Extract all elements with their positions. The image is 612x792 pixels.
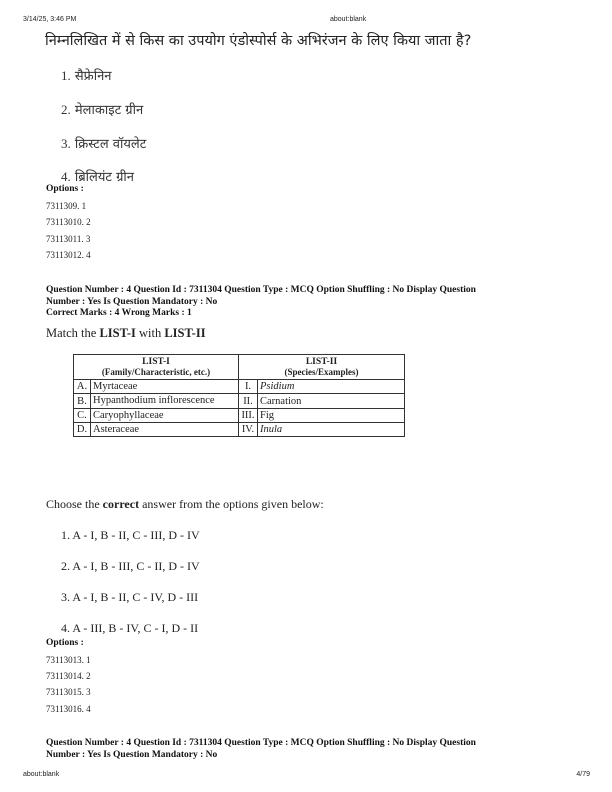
question-meta: Question Number : 4 Question Id : 7311304 Question Type : MCQ Option Shuffling : No Display Question Number : Yes Is Question Mandatory : No xyxy=(46,738,476,760)
option-id: 73113014. 2 xyxy=(46,671,91,681)
option-hindi-1: 1. सैफ्रेनिन xyxy=(61,68,112,84)
options-label: Options : xyxy=(46,638,84,648)
answer-option-3: 3. A - I, B - II, C - IV, D - III xyxy=(61,590,199,604)
option-id: 73113016. 4 xyxy=(46,704,91,714)
option-id: 7311309. 1 xyxy=(46,201,87,211)
match-table xyxy=(73,354,405,437)
option-hindi-4: 4. ब्रिलियंट ग्रीन xyxy=(61,169,134,185)
option-id: 73113013. 1 xyxy=(46,655,91,665)
option-id: 73113012. 4 xyxy=(46,250,91,260)
table-row: D. Asteraceae IV. Inula xyxy=(74,423,405,437)
option-id: 73113011. 3 xyxy=(46,234,91,244)
option-hindi-3: 3. क्रिस्टल वॉयलेट xyxy=(61,136,147,152)
option-id: 73113010. 2 xyxy=(46,217,91,227)
answer-option-1: 1. A - I, B - II, C - III, D - IV xyxy=(61,528,200,542)
print-url: about:blank xyxy=(330,16,367,23)
list2-header: LIST-II (Species/Examples) xyxy=(239,355,405,380)
option-id: 73113015. 3 xyxy=(46,687,91,697)
match-instruction: Match the LIST-I with LIST-II xyxy=(46,326,206,340)
options-label: Options : xyxy=(46,184,84,194)
page-number: 4/79 xyxy=(576,771,590,778)
print-datetime: 3/14/25, 3:46 PM xyxy=(23,16,77,23)
table-row: B. Hypanthodium inflorescence II. Carnation xyxy=(74,394,405,409)
answer-option-4: 4. A - III, B - IV, C - I, D - II xyxy=(61,621,199,635)
answer-option-2: 2. A - I, B - III, C - II, D - IV xyxy=(61,559,200,573)
option-hindi-2: 2. मेलाकाइट ग्रीन xyxy=(61,102,144,118)
table-row: A. Myrtaceae I. Psidium xyxy=(74,380,405,394)
marks-line: Correct Marks : 4 Wrong Marks : 1 xyxy=(46,308,192,318)
print-footer-url: about:blank xyxy=(23,771,60,778)
choose-instruction: Choose the correct answer from the options given below: xyxy=(46,497,324,511)
table-row: C. Caryophyllaceae III. Fig xyxy=(74,409,405,423)
question-meta: Question Number : 4 Question Id : 7311304 Question Type : MCQ Option Shuffling : No Display Question Number : Yes Is Question Mandatory : No Correct Marks : 4 Wrong Marks : 1 xyxy=(46,285,556,320)
list1-header: LIST-I (Family/Characteristic, etc.) xyxy=(74,355,239,380)
question-text-hindi: निम्नलिखित में से किस का उपयोग एंडोस्पोर्स के अभिरंजन के लिए किया जाता है? xyxy=(45,33,472,49)
